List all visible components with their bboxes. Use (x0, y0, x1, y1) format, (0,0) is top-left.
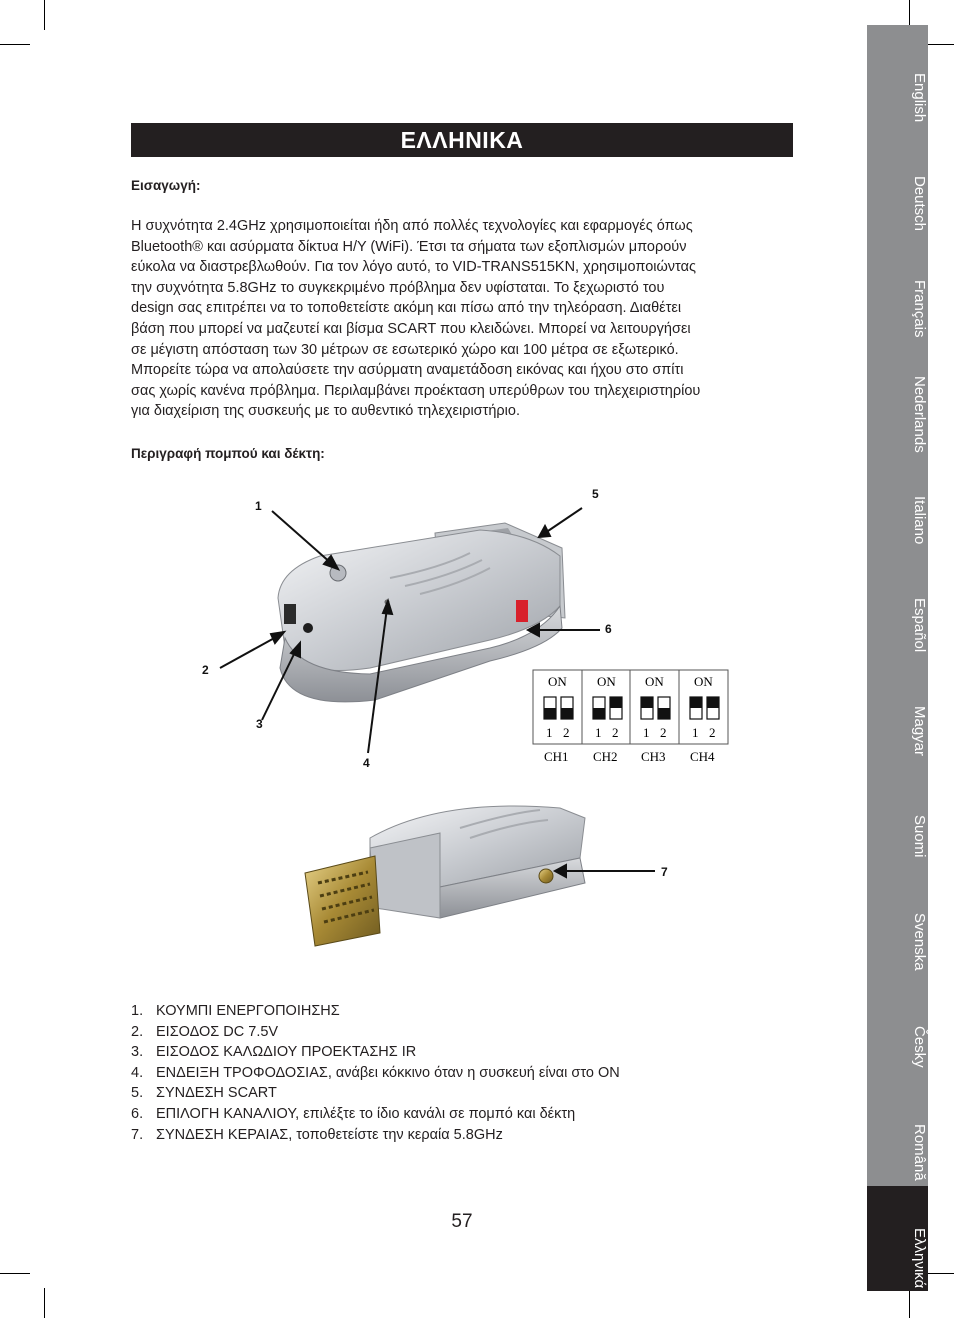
crop-mark (0, 44, 30, 45)
description-heading: Περιγραφή πομπού και δέκτη: (131, 446, 325, 461)
list-item: 1. ΚΟΥΜΠΙ ΕΝΕΡΓΟΠΟΙΗΣΗΣ (131, 1003, 340, 1019)
dip-switch-knob (641, 697, 653, 708)
channel-label: CH4 (690, 749, 715, 764)
antenna-connector-icon (539, 869, 553, 883)
ir-input-port-icon (303, 623, 313, 633)
intro-line: εύκολα να διαστρεβλωθούν. Για τον λόγο αυτό, το VID-TRANS515KN, χρησιμοποιώντας (131, 259, 696, 276)
dip-switch-number: 2 (660, 725, 667, 740)
list-item: 7. ΣΥΝΔΕΣΗ ΚΕΡΑΙΑΣ, τοποθετείστε την κεραία 5.8GHz (131, 1126, 503, 1143)
crop-mark (44, 1288, 45, 1318)
intro-line: Μπορείτε τώρα να απολαύσετε την ασύρματη αναμετάδοση εικόνας και ήχου στο σπίτι (131, 362, 684, 379)
channel-label: CH2 (593, 749, 618, 764)
dc-input-port-icon (284, 604, 296, 624)
crop-mark (0, 1273, 30, 1274)
dip-switch-knob (593, 708, 605, 719)
device-figure (190, 478, 735, 983)
list-item: 6. ΕΠΙΛΟΓΗ ΚΑΝΑΛΙΟΥ, επιλέξτε το ίδιο κανάλι σε πομπό και δέκτη (131, 1105, 576, 1122)
list-item: 4. ΕΝΔΕΙΞΗ ΤΡΟΦΟΔΟΣΙΑΣ, ανάβει κόκκινο όταν η συσκευή είναι στο ON (131, 1064, 620, 1081)
channel-label: CH1 (544, 749, 569, 764)
intro-line: βάση που μπορεί να μαζευτεί και βίσμα SCART που κλειδώνει. Μπορεί να λειτουργήσει (131, 320, 691, 337)
language-tab-12[interactable]: Ελληνικά (867, 1186, 928, 1292)
page-number: 57 (451, 1211, 473, 1232)
language-tab-11[interactable]: Română (911, 1124, 928, 1182)
power-led-icon (516, 600, 528, 622)
language-tab-10[interactable]: Česky (911, 1026, 928, 1069)
dip-switch-knob (707, 697, 719, 708)
intro-line: για διαχείριση της συσκευής με το αυθεντικό τηλεχειριστήριο. (131, 403, 520, 420)
channel-label: CH3 (641, 749, 666, 764)
receiver-device (278, 523, 565, 702)
list-item: 5. ΣΥΝΔΕΣΗ SCART (131, 1085, 277, 1102)
language-tab-7[interactable]: Magyar (911, 705, 928, 756)
channel-switch-table (533, 670, 728, 764)
intro-heading: Εισαγωγή: (131, 178, 201, 193)
intro-line: Η συχνότητα 2.4GHz χρησιμοποιείται ήδη από πολλές τεχνολογίες και εφαρμογές όπως (131, 218, 693, 234)
dip-switch-number: 1 (692, 725, 699, 740)
crop-mark (909, 1288, 910, 1318)
language-tab-5[interactable]: Italiano (911, 495, 928, 544)
callout-label: 5 (592, 487, 599, 501)
dip-switch-knob (561, 708, 573, 719)
parts-list (131, 1001, 751, 1145)
callout-label: 7 (661, 865, 668, 879)
intro-line: σας χωρίς κανένα πρόβλημα. Περιλαμβάνει προέκταση υπερύθρων του τηλεχειριστηρίου (131, 382, 701, 399)
dip-switch-knob (658, 708, 670, 719)
intro-line: σε μέγιστη απόσταση των 30 μέτρων σε εσωτερικό χώρο και 100 μέτρα σε εξωτερικό. (131, 341, 679, 358)
language-tab-3[interactable]: Français (911, 279, 928, 338)
callout-label: 3 (256, 717, 263, 731)
list-item: 3. ΕΙΣΟΔΟΣ ΚΑΛΩΔΙΟΥ ΠΡΟΕΚΤΑΣΗΣ IR (131, 1044, 417, 1061)
dip-switch-number: 2 (612, 725, 619, 740)
dip-on-label: ON (694, 674, 713, 689)
crop-mark (924, 44, 954, 45)
dip-switch-number: 2 (563, 725, 570, 740)
callout-label: 6 (605, 622, 612, 636)
crop-mark (924, 1273, 954, 1274)
dip-switch-number: 1 (546, 725, 553, 740)
dip-switch-knob (610, 697, 622, 708)
language-tab-8[interactable]: Suomi (911, 814, 928, 858)
language-tab-2[interactable]: Deutsch (911, 175, 928, 231)
section-title: ΕΛΛΗΝΙΚΑ (131, 123, 793, 157)
dip-switch-number: 1 (643, 725, 650, 740)
dip-on-label: ON (548, 674, 567, 689)
intro-paragraph (131, 216, 793, 422)
dip-switch-number: 1 (595, 725, 602, 740)
language-tab-1[interactable]: English (911, 73, 928, 123)
intro-line: Bluetooth® και ασύρματα δίκτυα Η/Υ (WiFi). Έτσι τα σήματα των εξοπλισμών μπορούν (131, 238, 687, 255)
language-tab-6[interactable]: Español (911, 598, 928, 653)
language-tab-4[interactable]: Nederlands (911, 375, 928, 453)
callout-label: 1 (255, 499, 262, 513)
dip-on-label: ON (597, 674, 616, 689)
intro-line: την συχνότητα 5.8GHz το συγκεκριμένο πρόβλημα δεν υφίσταται. Το ξεχωριστό του (131, 279, 665, 296)
language-tab-9[interactable]: Svenska (911, 912, 928, 971)
transmitter-device (305, 806, 585, 946)
crop-mark (44, 0, 45, 30)
scart-connector-icon (305, 856, 380, 946)
list-item: 2. ΕΙΣΟΔΟΣ DC 7.5V (131, 1023, 279, 1040)
dip-switch-number: 2 (709, 725, 716, 740)
dip-switch-knob (690, 697, 702, 708)
dip-switch-knob (544, 708, 556, 719)
callout-label: 4 (363, 756, 370, 770)
callout-label: 2 (202, 663, 209, 677)
dip-on-label: ON (645, 674, 664, 689)
intro-line: design σας επιτρέπει να το τοποθετείστε ακόμη και πίσω από την τηλεόραση. Διαθέτει (131, 300, 682, 317)
